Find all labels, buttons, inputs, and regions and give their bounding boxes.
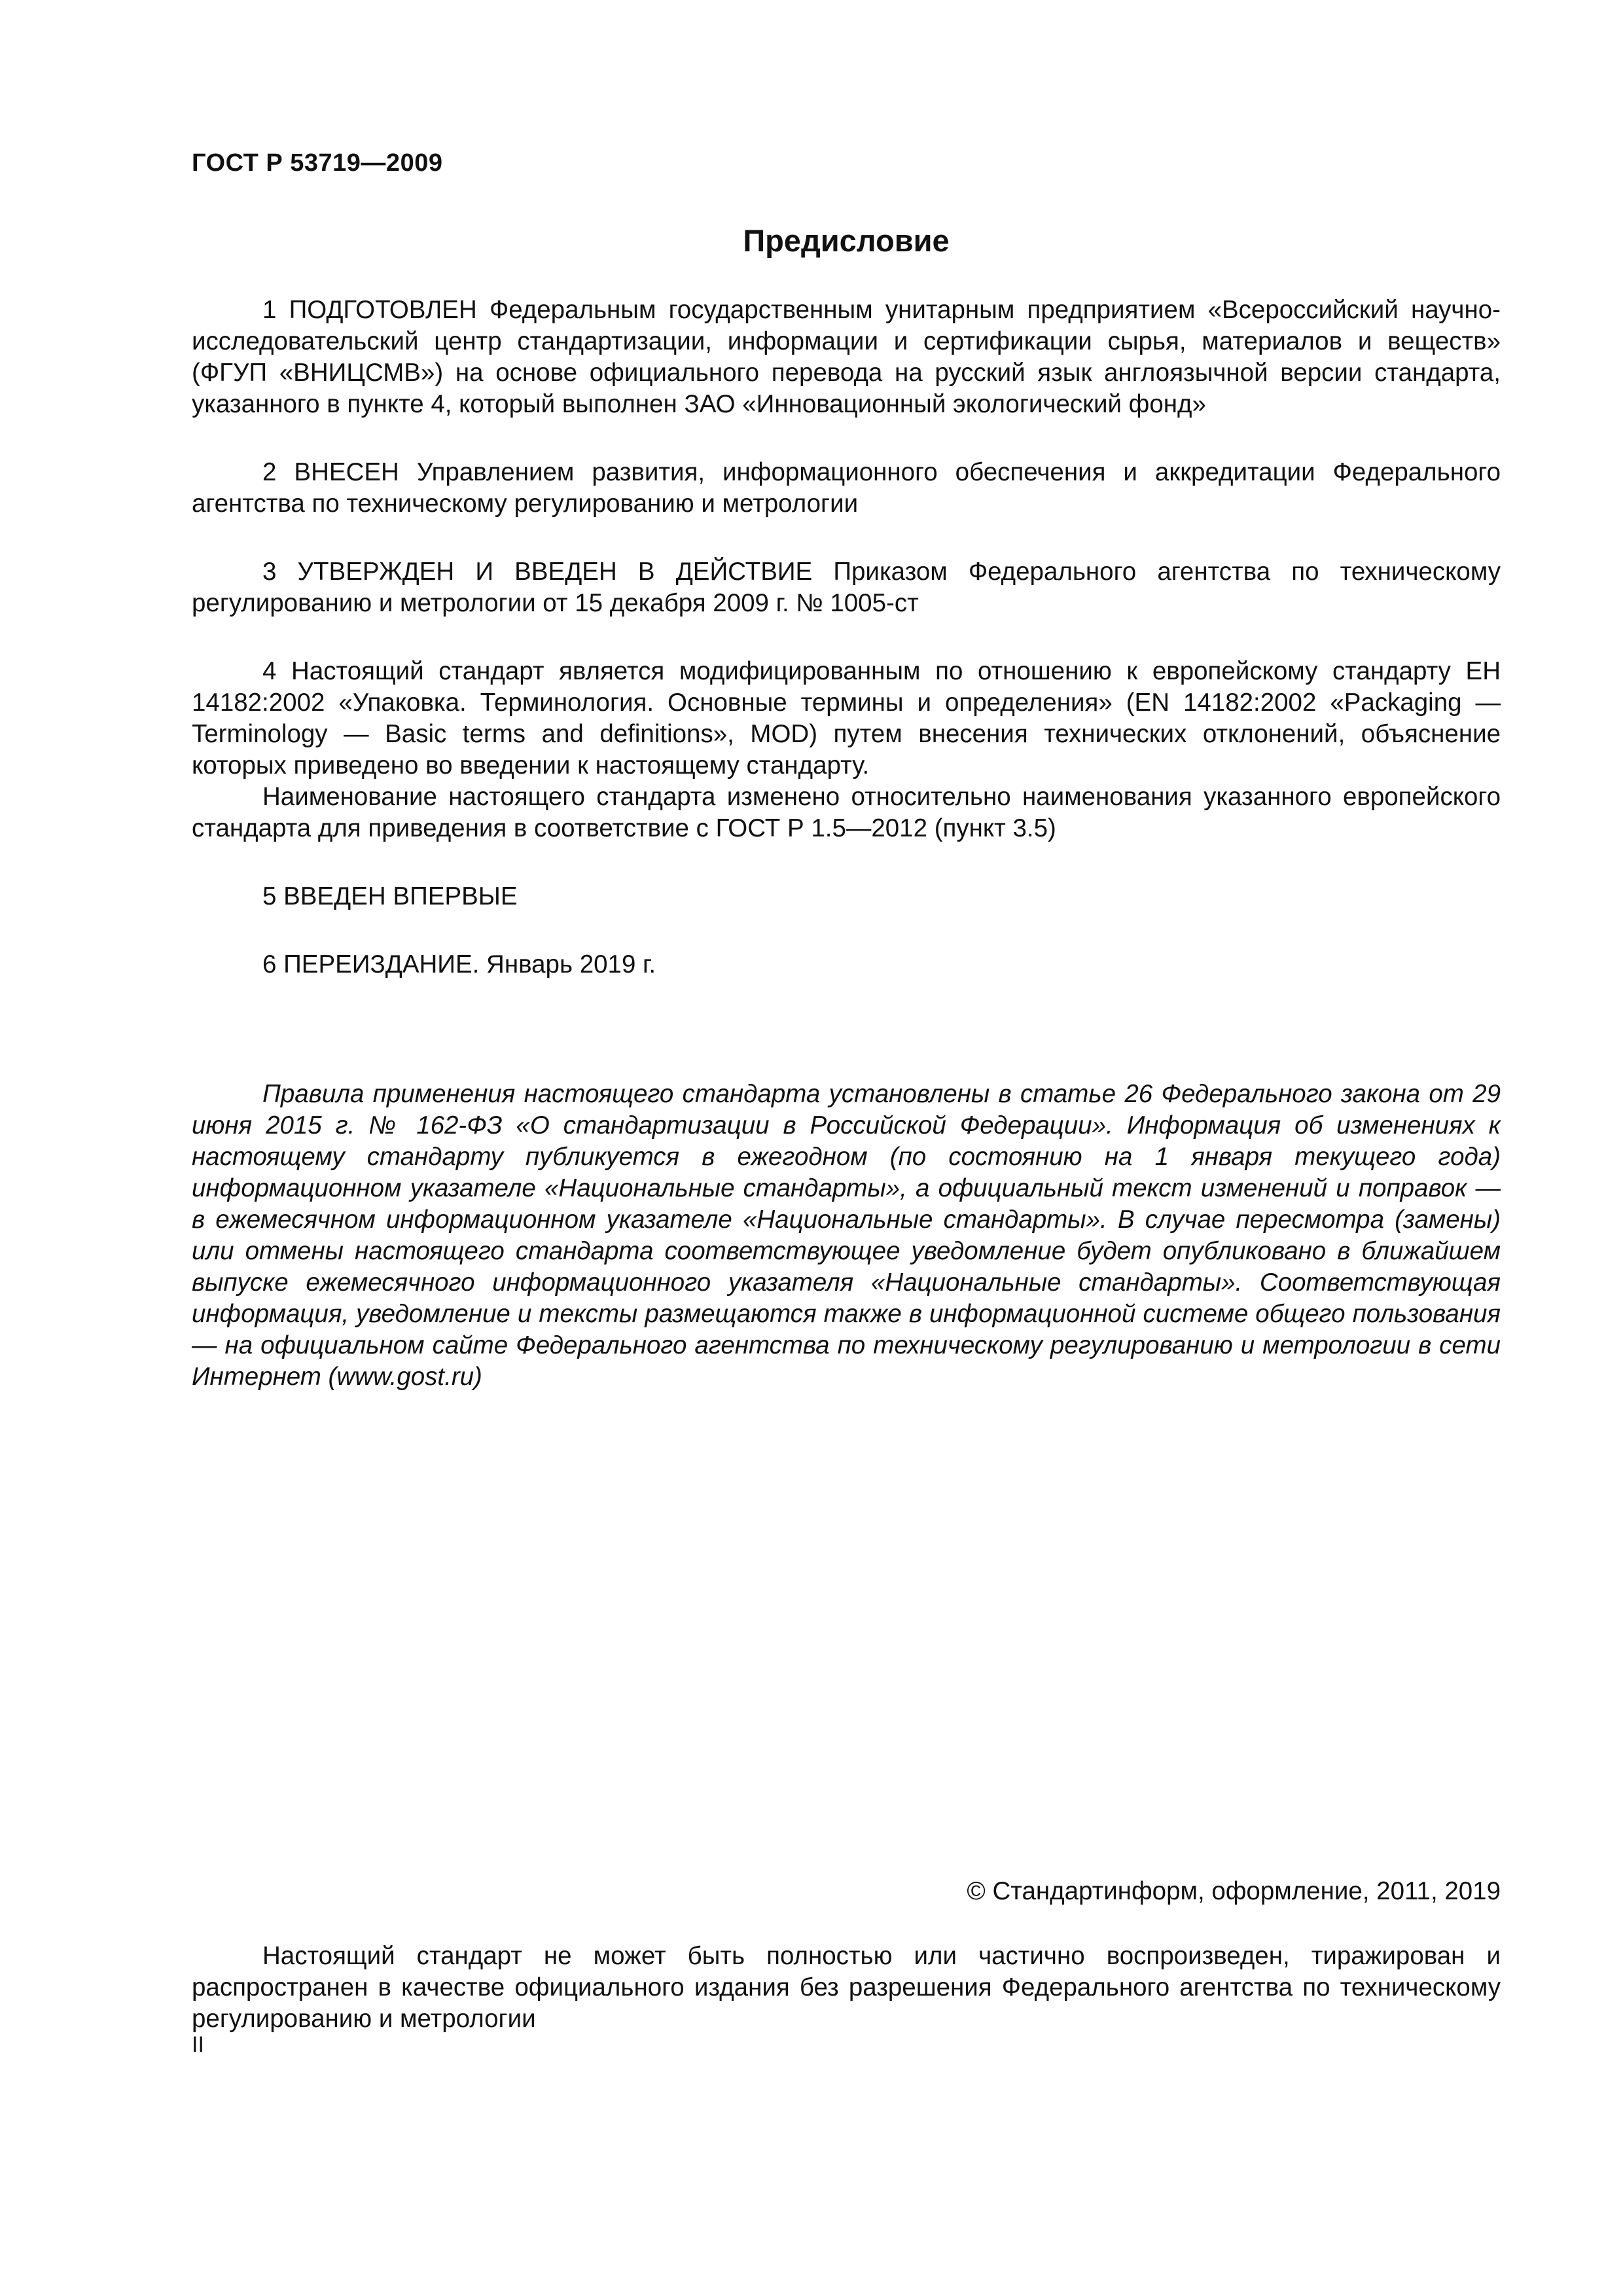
foreword-item-2: 2 ВНЕСЕН Управлением развития, информационного обеспечения и аккредитации Федерального агентства по техническому регулированию и метрологии: [192, 458, 1501, 518]
foreword-item-6: 6 ПЕРЕИЗДАНИЕ. Январь 2019 г.: [262, 950, 656, 978]
copyright-line: © Стандартинформ, оформление, 2011, 2019: [967, 1877, 1501, 1905]
foreword-item-4: 4 Настоящий стандарт является модифицированным по отношению к европейскому стандарту ЕН 14182:2002 «Упаковка. Терминология. Основные термины и определения» (EN 14182:2002 «Packaging — Terminology — Basic terms and definitions», MOD) путем внесения технических отклонений, объяснение которых приведено во введении к настоящему стандарту.: [192, 657, 1501, 780]
foreword-item-3: 3 УТВЕРЖДЕН И ВВЕДЕН В ДЕЙСТВИЕ Приказом Федерального агентства по техническому регулированию и метрологии от 15 декабря 2009 г. № 1005-ст: [192, 558, 1501, 617]
page-title: Предисловие: [743, 223, 950, 258]
foreword-item-4-note: Наименование настоящего стандарта изменено относительно наименования указанного европейского стандарта для приведения в соответствие с ГОСТ Р 1.5—2012 (пункт 3.5): [192, 783, 1501, 842]
foreword-item-5: 5 ВВЕДЕН ВПЕРВЫЕ: [262, 882, 518, 910]
foreword-item-1: 1 ПОДГОТОВЛЕН Федеральным государственным унитарным предприятием «Всероссийский научно-исследовательский центр стандартизации, информации и сертификации сырья, материалов и веществ» (ФГУП «ВНИЦСМВ») на основе официального перевода на русский язык англоязычной версии стандарта, указанного в пункте 4, который выполнен ЗАО «Инновационный экологический фонд»: [192, 296, 1501, 418]
application-rules-notice: Правила применения настоящего стандарта установлены в статье 26 Федерального закона от 29 июня 2015 г. № 162-ФЗ «О стандартизации в Российской Федерации». Информация об изменениях к настоящему стандарту публикуется в ежегодном (по состоянию на 1 января текущего года) информационном указателе «Национальные стандарты», а официальный текст изменений и поправок — в ежемесячном информационном указателе «Национальные стандарты». В случае пересмотра (замены) или отмены настоящего стандарта соответствующее уведомление будет опубликовано в ближайшем выпуске ежемесячного информационного указателя «Национальные стандарты». Соответствующая информация, уведомление и тексты размещаются также в информационной системе общего пользования — на официальном сайте Федерального агентства по техническому регулированию и метрологии в сети Интернет (www.gost.ru): [192, 1080, 1501, 1391]
document-code: ГОСТ Р 53719—2009: [192, 149, 443, 177]
page-number: II: [192, 2032, 204, 2057]
foreword-body: [192, 295, 1501, 980]
reproduction-rights-notice: Настоящий стандарт не может быть полностью или частично воспроизведен, тиражирован и распространен в качестве официального издания без разрешения Федерального агентства по техническому регулированию и метрологии: [192, 1942, 1501, 2033]
